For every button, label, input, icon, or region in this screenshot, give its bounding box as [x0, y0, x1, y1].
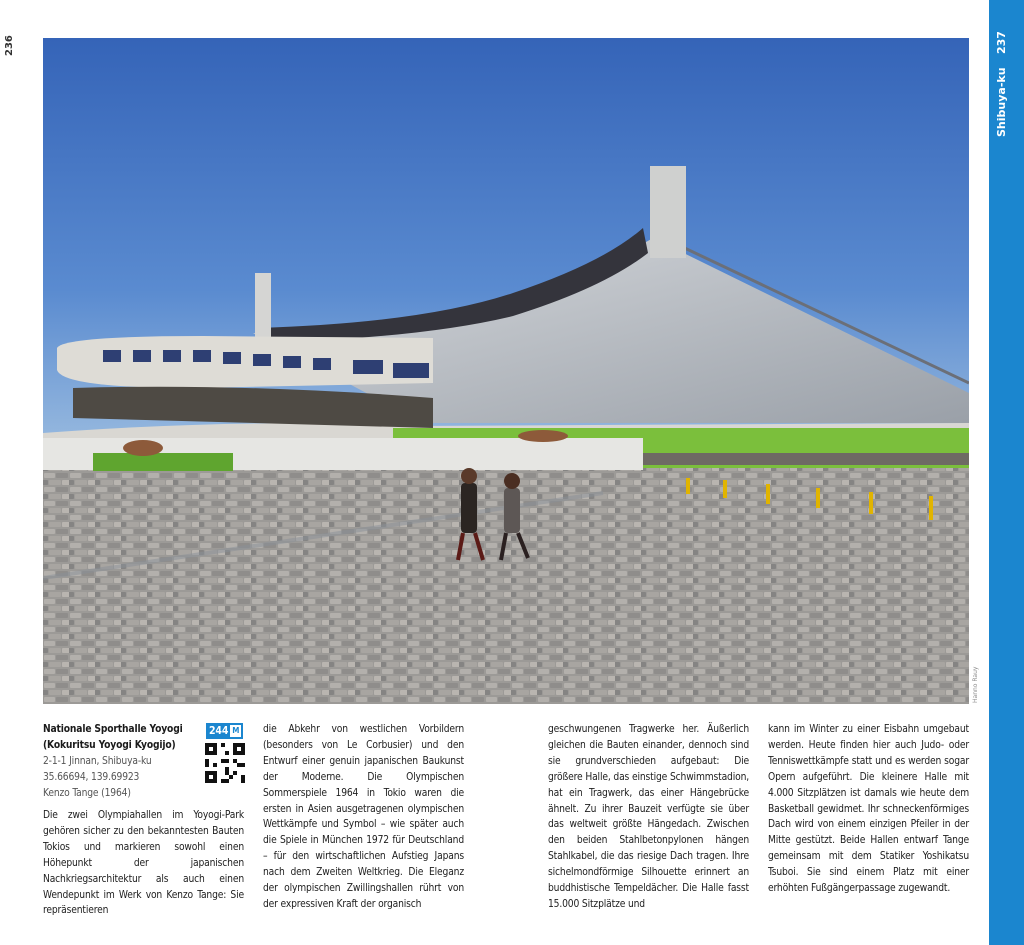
district-label: Shibuya-ku: [995, 67, 1008, 137]
entry-architect: Kenzo Tange (1964): [43, 788, 131, 799]
entry-address: 2-1-1 Jinnan, Shibuya-ku: [43, 756, 152, 767]
body-text-4: kann im Winter zu einer Eisbahn umgebaut werden. Heute finden hier auch Judo- oder Tenniswettkämpfe statt und es werden sogar Opern aufgeführt. Die kleinere Halle mit 4.000 Sitzplätzen ist damals wie heute dem Basketball gewidmet. Ihr schneckenförmiges Dach wird von einem einzigen Pfeiler in der Mitte gestützt. Beide Hallen entwarf Tange gemeinsam mit dem Statiker Yoshikatsu Tsuboi. Sie sind einem Platz mit einer erhöhten Fußgängerpassage zugewandt.: [768, 724, 969, 895]
concrete-pylon-small: [255, 273, 271, 343]
text-column-3: [548, 722, 749, 913]
concrete-pylon: [650, 166, 686, 258]
body-text-2: die Abkehr von westlichen Vorbildern (besonders von Le Corbusier) und den Entwurf einer genuin japanischen Baukunst der Moderne. Die Olympischen Sommerspiele 1964 in Tokio waren die ersten in Asien ausgetragenen olympischen Wettkämpfe und Symbol – wie später auch die Spiele in München 1972 für Deutschland – für den wirtschaftlichen Aufstieg Japans nach dem Zweiten Weltkrieg. Die Eleganz der olympischen Zwillingshallen rührt von der expressiven Kraft der organisch: [263, 724, 464, 910]
map-reference-badge: [206, 723, 243, 739]
entry-coordinates: 35.66694, 139.69923: [43, 772, 140, 783]
text-column-2: [263, 722, 464, 913]
qr-code: [205, 743, 245, 783]
page-number-left: 236: [4, 35, 15, 56]
text-column-4: [768, 722, 969, 897]
stadium-photo: [43, 38, 969, 704]
page-number-right: 237: [995, 31, 1008, 54]
entry-title: Nationale Sporthalle Yoyogi: [43, 724, 183, 735]
map-reference-letter: M: [232, 726, 240, 735]
chapter-side-band: [989, 0, 1024, 945]
body-text-1: Die zwei Olympiahallen im Yoyogi-Park gehören sicher zu den bekanntesten Bauten Tokios und markieren sowohl einen Höhepunkt der japanischen Nachkriegsarchitektur als auch einen Wendepunkt im Werk von Kenzo Tange: Sie repräsentieren: [43, 810, 244, 917]
text-column-1: [43, 722, 244, 919]
body-text-3: geschwungenen Tragwerke her. Äußerlich gleichen die Bauten einander, dennoch sind sie grundverschieden aufgebaut: Die größere Halle, das einstige Schwimmstadion, hat ein Tragwerk, das einer Hängebrücke ähnelt. Zu ihrer Bauzeit verfügte sie über das weltweit größte Hängedach. Zwischen den beiden Stahlbetonpylonen hängen Stahlkabel, die das riesige Dach tragen. Ihre sichelmondförmige Silhouette erinnert an buddhistische Tempeldächer. Die Halle fasst 15.000 Sitzplätze und: [548, 724, 749, 910]
entry-subtitle: (Kokuritsu Yoyogi Kyogijo): [43, 740, 176, 751]
photo-credit: Hanno Rauy: [972, 666, 979, 703]
map-reference-number: 244: [209, 725, 229, 737]
stadium-illustration: [43, 38, 969, 704]
entry-info: [43, 722, 244, 802]
